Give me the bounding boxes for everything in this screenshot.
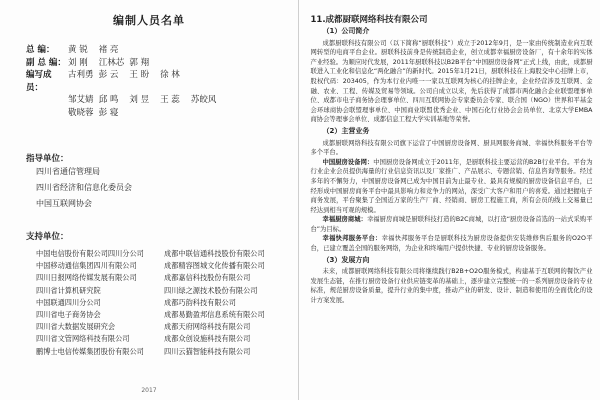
editor-row — [26, 57, 219, 70]
page-title: 编制人员名单 — [113, 14, 185, 27]
company-title: 11.成都厨联网络科技有限公司 — [310, 15, 428, 25]
support-unit-grid — [36, 248, 292, 358]
editor-name: 王 盼 — [129, 70, 150, 80]
right-page — [299, 0, 600, 400]
editor-name: 江林芯 — [98, 57, 125, 68]
support-unit: 四川省电子商务协会 — [36, 310, 101, 320]
company-content — [311, 25, 593, 306]
editor-list — [26, 44, 219, 119]
paragraph-body: 幸福快邦服务平台是厨联科技为厨房设备提供安装维修售后服务的O2O平台，已建立覆盖全国的服务网络，为企业和终端用户提供快捷、专业的厨房设备服务。 — [310, 235, 593, 253]
paragraph: 成都厨联网络科技有限公司旗下运营了中国厨房设备网、厨具网服务商城、幸福快科服务平台等多个平台。 — [310, 139, 593, 157]
support-unit: 四川省文管网络科技有限公司 — [36, 334, 130, 344]
support-unit: 四川云猫智能科技有限公司 — [164, 346, 251, 356]
editor-role: 总 编： — [26, 45, 55, 55]
editor-role — [26, 94, 68, 107]
support-unit: 成都易勤盈邦信息系统有限公司 — [164, 310, 265, 320]
editor-name: 郭 翔 — [129, 57, 150, 68]
paragraph-lead: 中国厨房设备网： — [322, 158, 374, 166]
support-unit: 成都巧韵科技有限公司 — [164, 297, 236, 307]
editor-name: 刘 刚 — [68, 57, 88, 68]
editor-name: 王 蕊 — [160, 95, 180, 105]
support-heading: 支持单位： — [26, 232, 69, 242]
editor-name: 徐 林 — [160, 70, 180, 80]
editor-row — [26, 69, 219, 94]
support-unit: 成都众创设施科技有限公司 — [164, 334, 251, 344]
support-unit: 中国电信股份有限公司四川分公司 — [36, 249, 144, 258]
editor-name: 敬晓蓉 — [68, 107, 94, 118]
editor-role — [26, 107, 68, 120]
guide-heading: 指导单位： — [26, 154, 69, 164]
support-unit: 四川日报网络传媒发展有限公司 — [36, 273, 137, 283]
paragraph-lead: 幸福厨房商城： — [322, 216, 367, 224]
paragraph — [311, 158, 593, 216]
left-page — [0, 0, 299, 400]
support-unit: 四川省计算机研究院 — [36, 285, 101, 295]
guide-unit: 四川省通信管理局 — [36, 167, 100, 176]
editor-name: 苏皎风 — [190, 95, 217, 105]
editor-name: 褚 亮 — [98, 45, 119, 55]
support-unit: 四川省大数据发展研究会 — [36, 322, 116, 332]
editor-name: 黄 锐 — [68, 45, 88, 55]
support-unit: 成都精容图城文化传播有限公司 — [164, 261, 265, 271]
support-unit: 四川绿之源技术股份有限公司 — [164, 285, 258, 295]
guide-section — [26, 152, 132, 212]
guide-unit: 四川省经济和信息化委员会 — [36, 183, 132, 192]
support-unit: 成都天府网络科技有限公司 — [164, 322, 251, 332]
editor-role: 副 总 编： — [26, 57, 66, 68]
paragraph-body: 中国厨房设备网成立于2011年，是厨联科技主要运营的B2B行业平台。平台为行业企业会员提供海量的行业信息资讯以及厂家推广、产品展示、专题营销、信息咨询等服务。经过多年的不懈努力，中国厨房设备网已成为中国目前为止最专业、最具有规模的厨房设备信息平台，已经形成中国厨房商务平台中最具影响力和竞争力的网站，深受广大客户和用户的喜爱。通过把握电子商务发展，平台聚集了全国近万家的生产厂商、经销商、厨房工程施工商，所有会员的线上交易量已经达到相当可观的规模。 — [310, 158, 593, 214]
support-unit: 中国联通四川分公司 — [36, 297, 101, 307]
paragraph: 未来，成都厨联网络科技有限公司将继续践行B2B+O2O服务模式，构建基于互联网的餐饮产业发展生态链，在推行厨房设备行业供应链变革的基础上，逐步建立完整统一的一系列厨房设备的专业标准，规范厨房设备质量，提升行业的集中度，推动产业的研发、设计、制造和使用的全面优化的设计方案发展。 — [310, 268, 593, 305]
section-heading: （1）公司简介 — [322, 27, 370, 35]
support-unit: 成都中联信通科技股份有限公司 — [164, 249, 265, 258]
editor-name: 古利勇 — [68, 70, 94, 80]
paragraph — [311, 215, 593, 234]
paragraph: 成都厨联科技有限公司（以下简称“厨联科技”）成立于2012年9月，是一家由传统制造业向互联网转型的电商平台企业。厨联科技前身是传统制造企业，创立成都幸福厨房设备厂，有十余年的实体产业经验。为顺应时代发展，2011年厨联科技以B2B平台“中国厨房设备网”正式上线，由此，成都厨联进入工业化和信息化“两化融合”的新时代。2015年1月21日，厨联科技在上海股交中心挂牌上市，股权代码：203405，作为本行业内唯一一家以互联网为核心的挂牌企业，企业经营涉及互联网、金融、农业、工程、传媒及贸易等领域。公司自成立以来，先后获得了成都市两化融合企业联盟理事单位、成都市电子商务协会理事单位、四川互联网协会专家委员会专家、联合国（NGO）世界和平基金会环球商协会联盟理事单位、中国商业联盟优秀企业、中国石化行业协会会员单位、北京大学EMBA商协会等理事会单位、成都信息工程大学实训基地等荣誉。 — [310, 39, 593, 124]
support-unit: 鹏博士电信传媒集团股份有限公司 — [36, 346, 144, 356]
guide-unit: 中国互联网协会 — [36, 199, 92, 208]
page-code: 2017 — [141, 387, 157, 394]
editor-name: 彭 云 — [98, 70, 119, 80]
paragraph-lead: 幸福快邦服务平台： — [322, 235, 382, 243]
support-unit: 中国移动通信集团四川有限公司 — [36, 261, 137, 271]
editor-role: 编写成员： — [26, 70, 52, 93]
editor-name: 邹艾婧 — [68, 95, 94, 105]
editor-name: 彭 寝 — [98, 107, 119, 118]
section-heading: （2）主营业务 — [322, 126, 370, 135]
editor-row — [26, 94, 219, 107]
paragraph — [311, 234, 593, 253]
support-section — [26, 230, 292, 358]
editor-row — [26, 107, 219, 120]
paragraph-body: 幸福厨房商城是厨联科技打造的B2C商城，以打造“厨房设备首选的一站式采购平台”为目标。 — [310, 216, 593, 233]
section-heading: （3）发展方向 — [322, 255, 370, 264]
editor-name: 刘 昱 — [129, 95, 150, 105]
editor-name: 邱 鸣 — [98, 95, 119, 105]
support-unit: 成都嘉信科技股份有限公司 — [164, 273, 251, 283]
editor-row — [26, 44, 219, 57]
